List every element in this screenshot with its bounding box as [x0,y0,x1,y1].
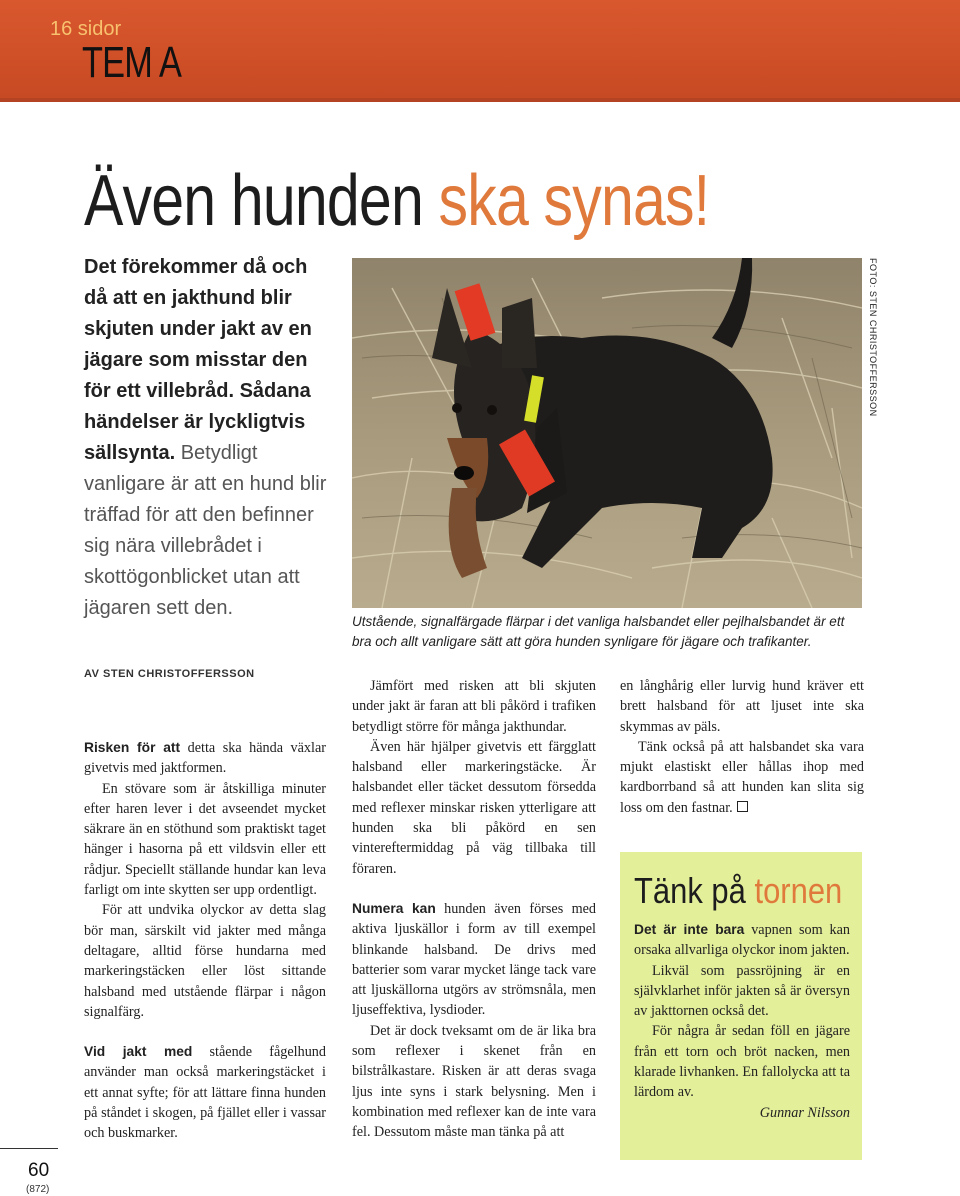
byline: AV STEN CHRISTOFFERSSON [84,668,255,680]
dog-photo [352,258,862,608]
sidebar-title [634,870,842,912]
sidebar-paragraph-2: Likväl som passröjning är en självklarhet inför jakten så är översyn av jakttornen också det. [634,962,850,1020]
page-number-rule [0,1148,58,1149]
body-column-1 [84,738,326,1144]
sidebar-author: Gunnar Nilsson [759,1104,850,1121]
col1-paragraph-1 [84,738,326,779]
col3-paragraph-2 [620,737,864,818]
col1-paragraph-2: En stövare som är åtskilliga minuter efter haren lever i det avseendet mycket säkrare än en stöthund som praktiskt taget hänger i hasorna på ett vildsvin eller ett rådjur. Speciellt ställande hundar kan leva farligt om inte skytten ser upp ordentligt. [84,780,326,899]
col1-paragraph-4 [84,1042,326,1143]
article-headline [84,160,709,242]
headline-accent: ska synas! [438,161,710,241]
photo-caption: Utstående, signalfärgade flärpar i det vanliga halsbandet eller pejlhalsbandet är ett bra och allt vanligare sätt att göra hunden synligare för jägare och trafikanter. [352,614,845,649]
end-mark-icon [737,801,748,812]
headline-main: Även hunden [84,161,439,241]
col2-paragraph-1: Jämfört med risken att bli skjuten under jakt är faran att bli påkörd i trafiken betydligt större för många jakthundar. [352,678,596,735]
col2-runin: Numera kan [352,900,436,916]
col2-text-3: hunden även förses med aktiva ljuskällor i form av till exempel blinkande halsband. De drivs med batterier som varar mycket länge tack vare att ljuskällorna utgörs av strömsnåla, men ljuseffektiva, lysdioder. [352,900,596,1019]
lead-paragraph [84,252,334,624]
section-title: TEM A [82,38,182,87]
lead-text: Det förekommer då och då att en jakthund blir skjuten under jakt av en jägare som misstar den för ett villebråd. Sådana händelser är lyckligtvis sällsynta. [84,256,312,464]
banner-divider [0,98,960,102]
photo-credit [864,258,880,418]
col3-text-2: Tänk också på att halsbandet ska vara mjukt elastiskt eller hållas ihop med kardborrband så att hunden kan slita sig loss om den fastnar. [620,738,864,816]
col2-paragraph-3 [352,899,596,1021]
sidebar-box [620,852,862,1160]
lead-text-faded: Betydligt vanligare är att en hund blir träffad för att den befinner sig nära villebrådet i skottögonblicket utan att jägaren sett den. [84,442,327,619]
sidebar-paragraph-3: För några år sedan föll en jägare från ett torn och bröt nacken, men klarade livhanken. En fallolycka att ta lärdom av. [634,1023,850,1101]
sidebar-paragraph-1 [634,920,850,961]
col2-paragraph-2: Även här hjälper givetvis ett färgglatt halsband eller markeringstäcke. Är halsbandet eller täcket dessutom försedda med reflexer minskar risken ytterligare att hunden ska bli påkörd en sen vintereftermiddag på väg tillbaka till föraren. [352,738,596,877]
body-column-2 [352,676,596,1143]
section-page-count: 16 sidor [50,18,122,40]
sidebar-body [634,920,850,1123]
col1-runin-2: Vid jakt med [84,1044,193,1060]
photo-credit-text: FOTO: STEN CHRISTOFFERSSON [868,258,878,417]
col2-paragraph-4: Det är dock tveksamt om de är lika bra som reflexer i skenet från en bilstrålkastare. Risken är att deras svaga ljus inte syns i stark belysning. Men i kombination med reflexer kan de inte vara fel. Dessutom måste man tänka på att [352,1022,596,1141]
col1-paragraph-3: För att undvika olyckor av detta slag bör man, särskilt vid jakter med många deltagare, alltid förse hundarna med markeringstäcken eller löst sittande halsband med utstående flärpar i någon signalfärg. [84,902,326,1020]
col1-runin-1: Risken för att [84,740,181,755]
page-number-total: (872) [26,1184,50,1195]
page-number: 60 [28,1160,50,1181]
body-column-3 [620,676,864,818]
sidebar-title-accent: tornen [754,870,843,911]
sidebar-title-main: Tänk på [634,870,755,911]
sidebar-runin: Det är inte bara [634,922,745,937]
col1-text-4: stående fågelhund använder man också markeringstäcket i ett annat syfte; för att lättare finna hunden på ståndet i skogen, på fjället eller i vassar och buskmarker. [84,1044,326,1142]
dog-photo-illustration [352,258,862,608]
sidebar-text-1: vapnen som kan orsaka allvarliga olyckor inom jakten. [634,922,850,959]
col3-paragraph-1: en långhårig eller lurvig hund kräver ett brett halsband för att ljuset inte ska skymmas av päls. [620,678,864,735]
col1-text-1: detta ska hända växlar givetvis med jaktformen. [84,740,326,777]
